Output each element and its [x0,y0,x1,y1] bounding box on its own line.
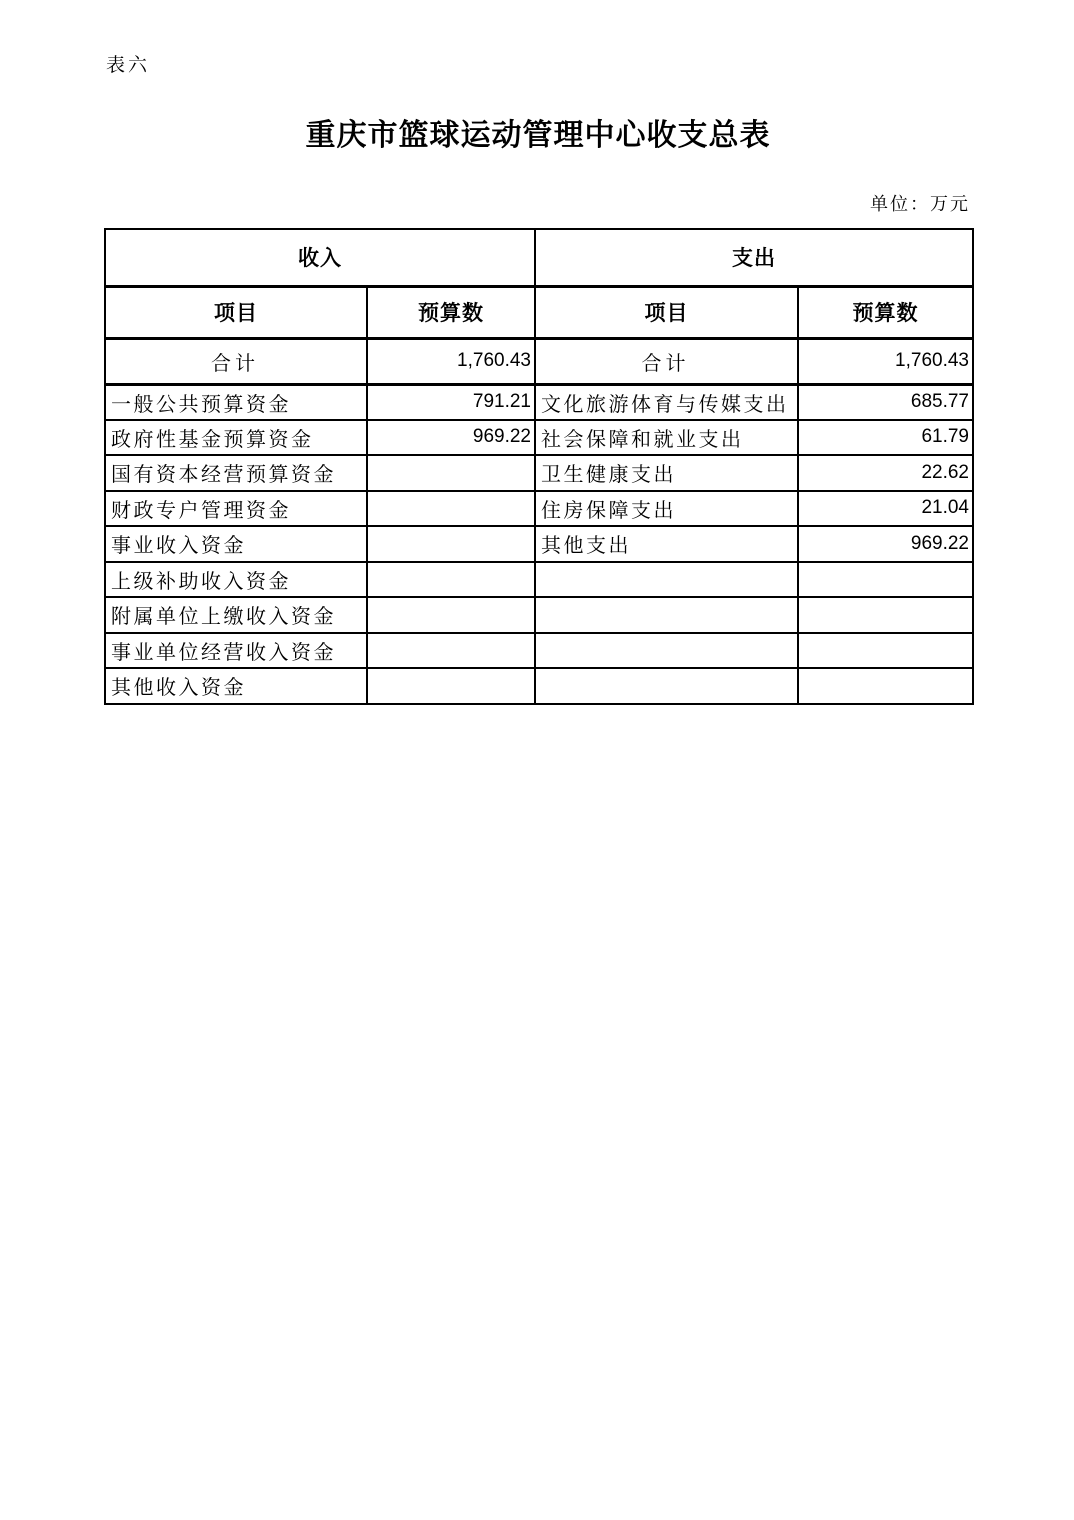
income-item-cell: 政府性基金预算资金 [105,420,367,456]
income-item-cell: 上级补助收入资金 [105,562,367,598]
table-row [105,420,973,456]
income-budget-cell [367,491,535,527]
income-item-cell: 国有资本经营预算资金 [105,455,367,491]
expense-item-cell [535,562,798,598]
income-item-cell: 事业单位经营收入资金 [105,633,367,669]
income-budget-cell [367,633,535,669]
expense-item-cell [535,668,798,704]
expense-item-cell: 合计 [535,338,798,384]
income-item-cell: 其他收入资金 [105,668,367,704]
expense-item-cell [535,633,798,669]
income-budget-cell: 969.22 [367,420,535,456]
income-item-cell: 合计 [105,338,367,384]
table-row [105,562,973,598]
expense-budget-cell: 1,760.43 [798,338,973,384]
expense-item-cell: 社会保障和就业支出 [535,420,798,456]
section-header-row [105,229,973,286]
table-row [105,384,973,420]
table-row [105,597,973,633]
table-row [105,668,973,704]
expense-item-cell: 住房保障支出 [535,491,798,527]
unit-label: 单位：万元 [870,194,970,214]
income-section-header: 收入 [105,229,535,286]
income-budget-cell [367,668,535,704]
income-budget-cell [367,562,535,598]
expense-section-header: 支出 [535,229,973,286]
expense-item-cell: 其他支出 [535,526,798,562]
table-row-total [105,338,973,384]
expense-budget-cell: 22.62 [798,455,973,491]
income-budget-cell: 1,760.43 [367,338,535,384]
income-budget-cell [367,597,535,633]
expense-item-column-header: 项目 [535,286,798,338]
expense-budget-cell [798,562,973,598]
income-budget-cell: 791.21 [367,384,535,420]
expense-budget-cell [798,597,973,633]
table-row [105,491,973,527]
expense-item-cell: 卫生健康支出 [535,455,798,491]
income-budget-column-header: 预算数 [367,286,535,338]
expense-budget-cell [798,633,973,669]
page-title: 重庆市篮球运动管理中心收支总表 [305,119,771,152]
expense-budget-cell: 61.79 [798,420,973,456]
table-number-label: 表六 [106,55,151,76]
expense-budget-cell: 969.22 [798,526,973,562]
expense-item-cell [535,597,798,633]
income-item-column-header: 项目 [105,286,367,338]
income-item-cell: 财政专户管理资金 [105,491,367,527]
income-item-cell: 一般公共预算资金 [105,384,367,420]
table-row [105,633,973,669]
budget-table [104,228,974,705]
income-budget-cell [367,526,535,562]
expense-budget-cell: 21.04 [798,491,973,527]
expense-budget-column-header: 预算数 [798,286,973,338]
income-budget-cell [367,455,535,491]
table-row [105,526,973,562]
table-row [105,455,973,491]
income-item-cell: 附属单位上缴收入资金 [105,597,367,633]
expense-item-cell: 文化旅游体育与传媒支出 [535,384,798,420]
income-item-cell: 事业收入资金 [105,526,367,562]
expense-budget-cell [798,668,973,704]
column-header-row [105,286,973,338]
expense-budget-cell: 685.77 [798,384,973,420]
